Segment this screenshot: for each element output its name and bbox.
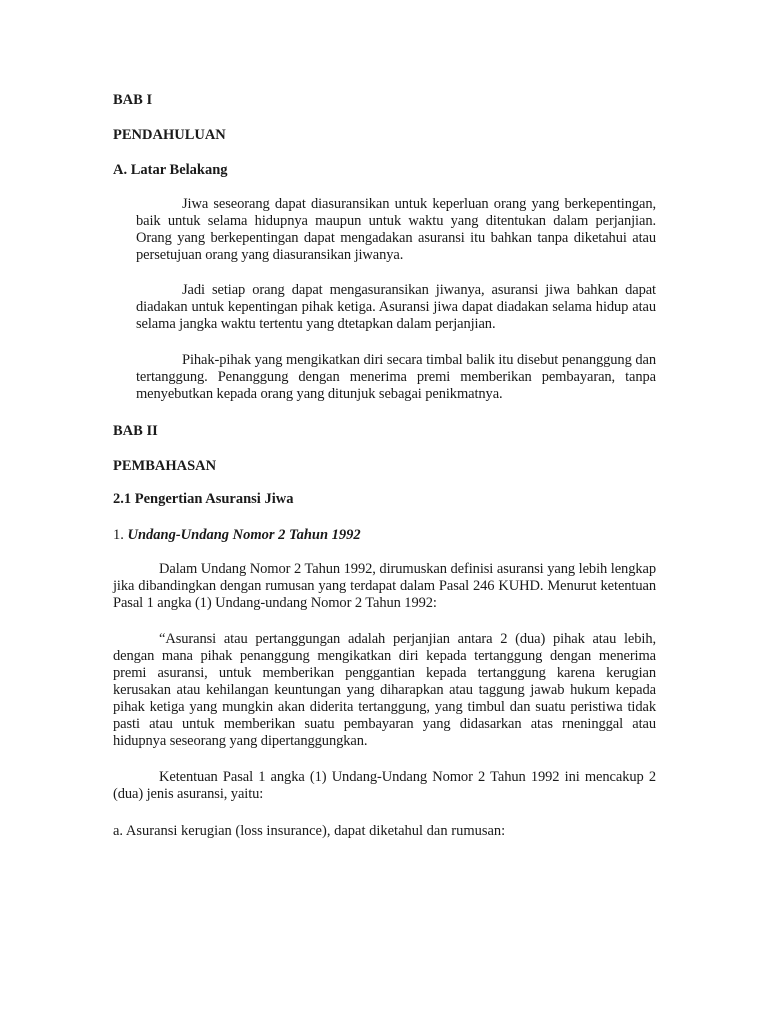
paragraph-5-text: Ketentuan Pasal 1 angka (1) Undang-Undang Nomor 2 Tahun 1992 ini mencakup 2 (dua) jenis asuransi, yaitu: — [113, 769, 656, 802]
paragraph-2 — [136, 282, 656, 333]
chapter-2-title: PEMBAHASAN — [113, 458, 217, 474]
paragraph-1-text: Jiwa seseorang dapat diasuransikan untuk keperluan orang yang berkepentingan, baik untuk selama hidupnya maupun untuk waktu yang ditentukan dalam perjanjian. Orang yang berkepentingan dapat mengadakan asuransi itu bahkan tanpa diketahui atau persetujuan orang yang diasuransikan jiwanya. — [136, 196, 656, 263]
paragraph-2-text: Jadi setiap orang dapat mengasuransikan jiwanya, asuransi jiwa bahkan dapat diadakan untuk kepentingan pihak ketiga. Asuransi jiwa dapat diadakan selama hidup atau selama jangka waktu tertentu yang dtetapkan dalam perjanjian. — [136, 282, 656, 332]
chapter-1-title: PENDAHULUAN — [113, 127, 226, 143]
list-item-a: a. Asuransi kerugian (loss insurance), dapat diketahul dan rumusan: — [113, 823, 506, 839]
paragraph-3 — [136, 352, 656, 403]
section-a-heading: A. Latar Belakang — [113, 162, 228, 178]
quote-paragraph — [113, 631, 656, 750]
item-1-title: Undang-Undang Nomor 2 Tahun 1992 — [127, 527, 361, 543]
chapter-1-label: BAB I — [113, 92, 153, 108]
chapter-2-label: BAB II — [113, 423, 158, 439]
section-2-1-heading: 2.1 Pengertian Asuransi Jiwa — [113, 491, 294, 507]
paragraph-5 — [113, 769, 656, 803]
item-1-number: 1. — [113, 527, 124, 543]
paragraph-3-text: Pihak-pihak yang mengikatkan diri secara timbal balik itu disebut penanggung dan tertanggung. Penanggung dengan menerima premi memberikan pembayaran, tanpa menyebutkan kepada orang yang ditunjuk sebagai penikmatnya. — [136, 352, 656, 402]
paragraph-1 — [136, 196, 656, 264]
numbered-item-1 — [113, 526, 361, 544]
paragraph-4 — [113, 561, 656, 612]
quote-paragraph-text: “Asuransi atau pertanggungan adalah perjanjian antara 2 (dua) pihak atau lebih, dengan mana pihak penanggung mengikatkan diri kepada tertanggung dengan menerima premi asuransi, untuk memberikan penggantian kepada tertanggung karena kerugian kerusakan atau kehilangan keuntungan yang diharapkan atau taggung jawab hukum kepada pihak ketiga yang mungkin akan diderita tertanggung, yang timbul dan suatu peristiwa tidak pasti atau untuk memberikan suatu pembayaran yang didasarkan atas rneninggal atau hidupnya seseorang yang dipertanggungkan. — [113, 631, 656, 749]
paragraph-4-text: Dalam Undang Nomor 2 Tahun 1992, dirumuskan definisi asuransi yang lebih lengkap jika dibandingkan dengan rumusan yang terdapat dalam Pasal 246 KUHD. Menurut ketentuan Pasal 1 angka (1) Undang-undang Nomor 2 Tahun 1992: — [113, 561, 656, 611]
